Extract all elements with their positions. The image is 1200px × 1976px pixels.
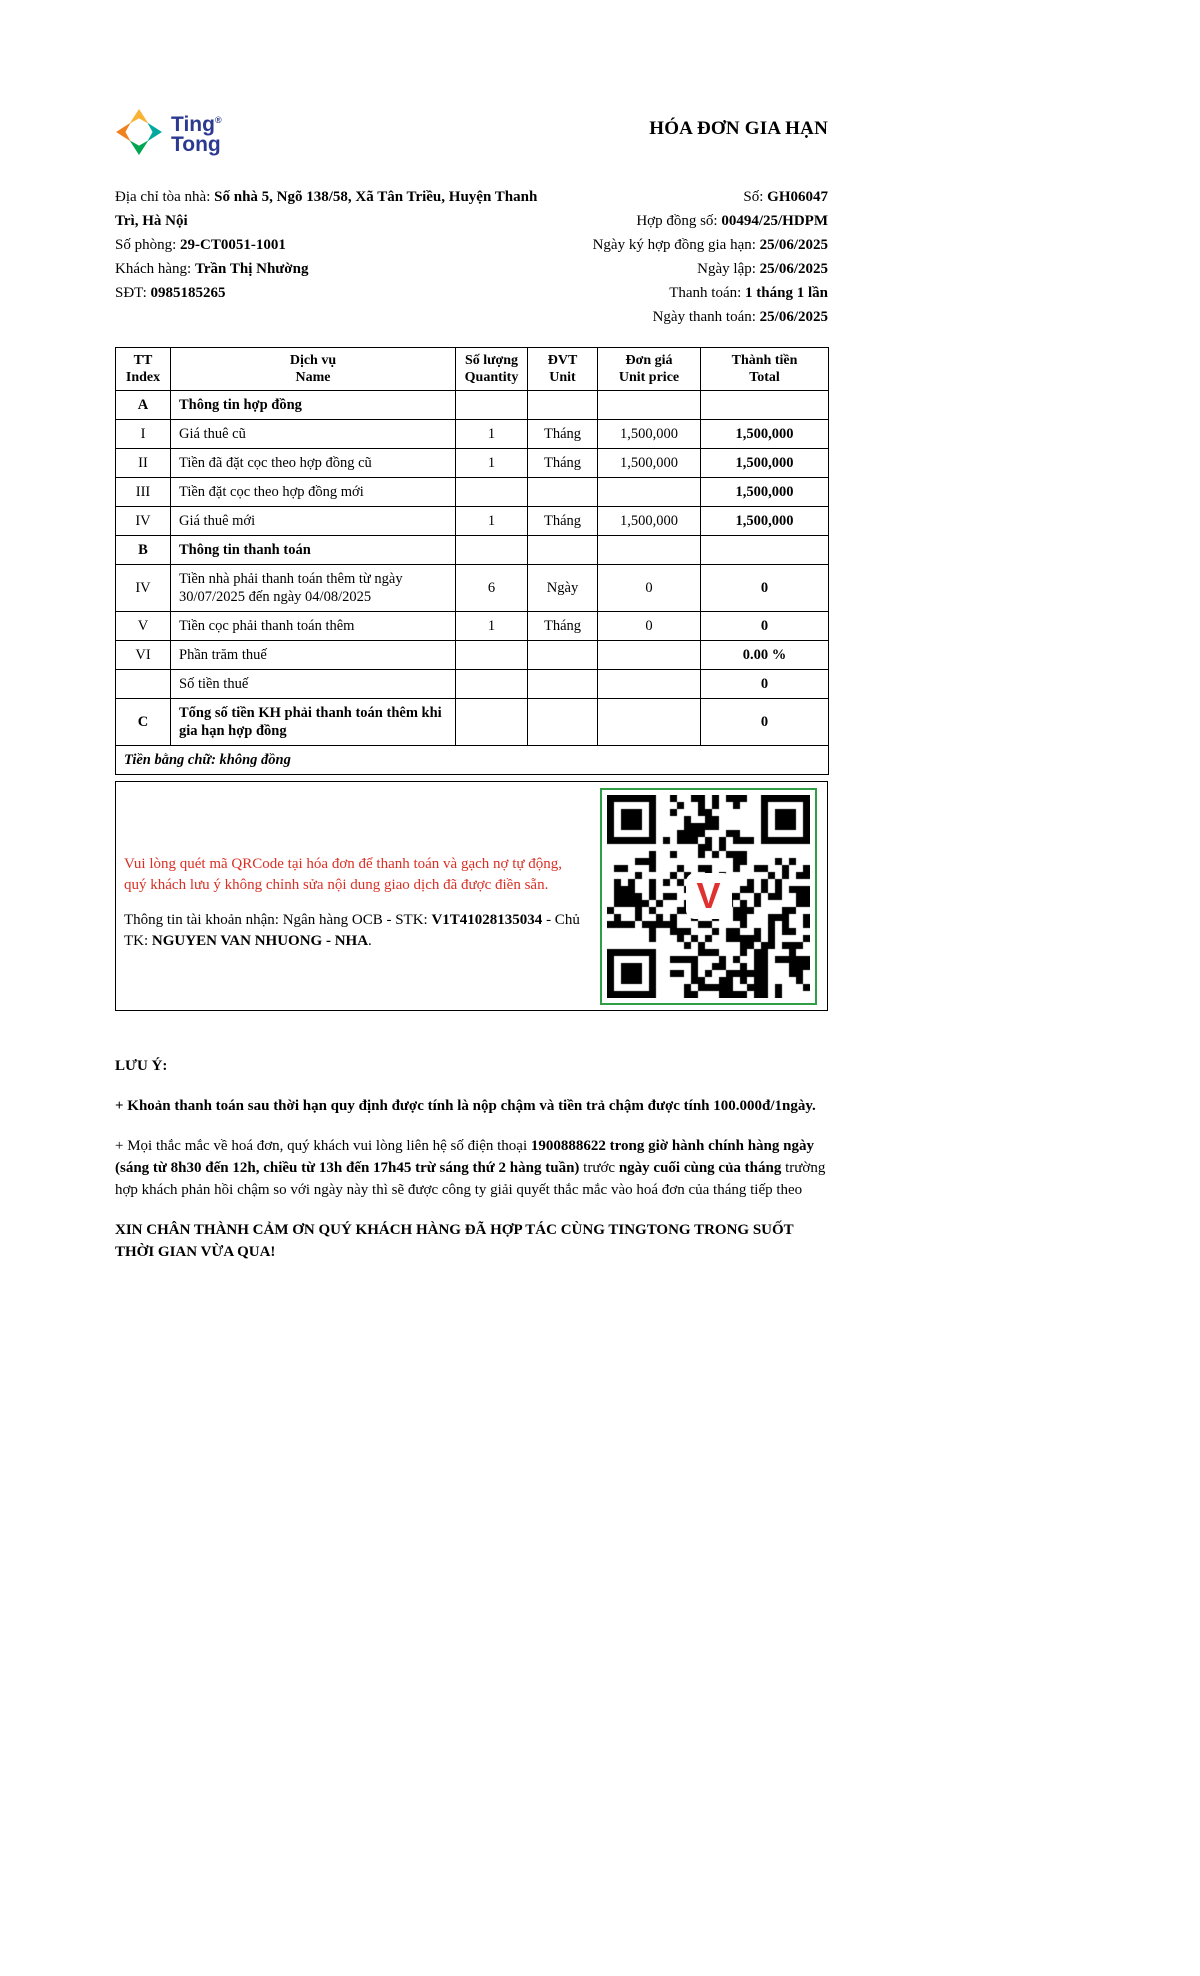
customer-name-value: Trần Thị Nhường <box>194 261 309 277</box>
contract-number-value: 00494/25/HDPM <box>721 213 828 229</box>
table-cell <box>456 670 528 699</box>
table-cell: 0 <box>701 612 829 641</box>
table-cell: Tháng <box>528 507 598 536</box>
table-row <box>116 536 829 565</box>
table-cell <box>528 641 598 670</box>
table-cell: VI <box>116 641 171 670</box>
logo-line2: Tong <box>171 132 221 156</box>
renewal-sign-date-value: 25/06/2025 <box>759 237 828 253</box>
customer-name-line <box>115 257 560 281</box>
table-cell: B <box>116 536 171 565</box>
table-cell <box>456 391 528 420</box>
payment-instructions <box>116 854 586 952</box>
table-cell: 1 <box>456 449 528 478</box>
table-header <box>116 348 829 391</box>
table-cell <box>598 641 701 670</box>
footer-notes <box>115 1055 828 1263</box>
payment-date-label: Ngày thanh toán: <box>652 309 760 325</box>
info-section <box>115 185 828 329</box>
late-payment-note: + Khoản thanh toán sau thời hạn quy định được tính là nộp chậm và tiền trả chậm được tính 100.000đ/1ngày. <box>115 1098 816 1114</box>
table-cell: Ngày <box>528 565 598 612</box>
table-cell: 1,500,000 <box>701 507 829 536</box>
table-cell: 0 <box>701 565 829 612</box>
table-body <box>116 391 829 746</box>
table-cell <box>598 670 701 699</box>
table-cell: Tiền nhà phải thanh toán thêm từ ngày 30/07/2025 đến ngày 04/08/2025 <box>171 565 456 612</box>
contract-number-line <box>560 209 828 233</box>
text-segment: trường hợp khách phản hồi chậm so với ngày này thì sẽ được công ty giải quyết thắc mắc vào hoá đơn của tháng tiếp theo <box>115 1160 826 1198</box>
table-cell: Tổng số tiền KH phải thanh toán thêm khi gia hạn hợp đồng <box>171 699 456 746</box>
table-row <box>116 449 829 478</box>
building-address-value: Số nhà 5, Ngõ 138/58, Xã Tân Triều, Huyện Thanh Trì, Hà Nội <box>115 189 538 229</box>
table-row <box>116 699 829 746</box>
table-cell: V <box>116 612 171 641</box>
table-cell <box>598 391 701 420</box>
table-cell <box>701 391 829 420</box>
invoice-table <box>115 347 829 775</box>
header-quantity: Số lượng Quantity <box>456 348 528 391</box>
building-address-label: Địa chỉ tòa nhà: <box>115 189 215 205</box>
table-cell: II <box>116 449 171 478</box>
table-cell: 1,500,000 <box>701 420 829 449</box>
table-cell: 0 <box>598 565 701 612</box>
table-cell <box>116 670 171 699</box>
table-cell: III <box>116 478 171 507</box>
table-cell: Tiền đã đặt cọc theo hợp đồng cũ <box>171 449 456 478</box>
table-cell: 6 <box>456 565 528 612</box>
header <box>115 108 828 161</box>
bank-account-suffix: . <box>368 933 372 949</box>
text-segment: ngày cuối cùng của tháng <box>618 1160 782 1176</box>
table-cell: Tháng <box>528 449 598 478</box>
qr-code <box>600 788 817 1005</box>
payment-cycle-line <box>560 281 828 305</box>
table-cell <box>528 391 598 420</box>
invoice-number-value: GH06047 <box>767 189 828 205</box>
table-cell: 0 <box>701 670 829 699</box>
table-row <box>116 612 829 641</box>
table-cell: 1,500,000 <box>598 420 701 449</box>
table-cell: A <box>116 391 171 420</box>
table-row <box>116 641 829 670</box>
table-cell <box>528 478 598 507</box>
invoice-number-label: Số: <box>743 189 768 205</box>
payment-cycle-label: Thanh toán: <box>669 285 746 301</box>
bank-account-holder: NGUYEN VAN NHUONG - NHA <box>151 933 369 949</box>
logo-wordmark <box>171 112 222 156</box>
invoice-page <box>115 0 828 1263</box>
table-cell <box>528 699 598 746</box>
qr-scan-note: Vui lòng quét mã QRCode tại hóa đơn để thanh toán và gạch nợ tự động, quý khách lưu ý không chỉnh sửa nội dung giao dịch đã được điền sẵn. <box>124 856 563 893</box>
table-cell: 1 <box>456 612 528 641</box>
table-row <box>116 670 829 699</box>
invoice-meta <box>560 185 828 329</box>
table-cell: IV <box>116 565 171 612</box>
table-cell <box>598 536 701 565</box>
header-total: Thành tiền Total <box>701 348 829 391</box>
table-cell <box>598 699 701 746</box>
tingtong-logo <box>115 108 222 161</box>
table-cell: Tiền đặt cọc theo hợp đồng mới <box>171 478 456 507</box>
document-title: HÓA ĐƠN GIA HẠN <box>649 118 828 139</box>
table-cell <box>456 536 528 565</box>
room-number-line <box>115 233 560 257</box>
table-cell: 0 <box>701 699 829 746</box>
table-row <box>116 478 829 507</box>
phone-value: 0985185265 <box>150 285 226 301</box>
table-cell: Số tiền thuế <box>171 670 456 699</box>
table-cell <box>456 478 528 507</box>
customer-info <box>115 185 560 329</box>
header-name: Dịch vụ Name <box>171 348 456 391</box>
table-cell: Tháng <box>528 420 598 449</box>
registered-mark: ® <box>214 114 222 125</box>
amount-in-words-row <box>116 746 829 775</box>
text-segment: 1900888622 trong giờ hành chính hàng ngày (sáng từ 8h30 đến 12h, chiều từ 13h đến 17h45 trừ sáng thứ 2 hàng tuần) <box>115 1138 814 1176</box>
table-cell: 1 <box>456 507 528 536</box>
issue-date-label: Ngày lập: <box>697 261 760 277</box>
phone-line <box>115 281 560 305</box>
payment-date-value: 25/06/2025 <box>759 309 828 325</box>
issue-date-value: 25/06/2025 <box>759 261 828 277</box>
table-cell <box>701 536 829 565</box>
table-cell: 1,500,000 <box>701 478 829 507</box>
contract-number-label: Hợp đồng số: <box>636 213 722 229</box>
invoice-number-line <box>560 185 828 209</box>
qr-code-area <box>600 788 817 1005</box>
notes-heading: LƯU Ý: <box>115 1058 168 1074</box>
phone-label: SĐT: <box>115 285 151 301</box>
table-row <box>116 507 829 536</box>
room-number-label: Số phòng: <box>115 237 181 253</box>
text-segment: trước <box>579 1160 619 1176</box>
issue-date-line <box>560 257 828 281</box>
table-cell: 1,500,000 <box>598 449 701 478</box>
table-cell <box>528 670 598 699</box>
table-cell: Giá thuê cũ <box>171 420 456 449</box>
table-cell: Thông tin hợp đồng <box>171 391 456 420</box>
renewal-sign-date-line <box>560 233 828 257</box>
bank-account-mid: - Chủ TK: <box>124 912 580 949</box>
table-cell: Tháng <box>528 612 598 641</box>
qr-logo-v-icon: V <box>686 873 732 919</box>
payment-cycle-value: 1 tháng 1 lần <box>745 285 828 301</box>
table-cell <box>598 478 701 507</box>
table-row <box>116 565 829 612</box>
amount-in-words: Tiền bằng chữ: không đồng <box>116 746 829 775</box>
table-row <box>116 391 829 420</box>
logo-line1: Ting <box>171 112 215 136</box>
table-cell <box>456 699 528 746</box>
bank-account-number: V1T41028135034 <box>431 912 543 928</box>
table-cell: 0 <box>598 612 701 641</box>
table-cell: 1,500,000 <box>598 507 701 536</box>
customer-name-label: Khách hàng: <box>115 261 195 277</box>
tingtong-pinwheel-icon <box>115 108 163 161</box>
payment-date-line <box>560 305 828 329</box>
table-row <box>116 420 829 449</box>
table-cell: Phần trăm thuế <box>171 641 456 670</box>
table-cell: 1 <box>456 420 528 449</box>
building-address-line <box>115 185 560 233</box>
room-number-value: 29-CT0051-1001 <box>180 237 286 253</box>
renewal-sign-date-label: Ngày ký hợp đồng gia hạn: <box>592 237 760 253</box>
table-cell <box>528 536 598 565</box>
table-cell <box>456 641 528 670</box>
table-cell: 1,500,000 <box>701 449 829 478</box>
text-segment: + Mọi thắc mắc về hoá đơn, quý khách vui lòng liên hệ số điện thoại <box>115 1138 531 1154</box>
table-cell: Tiền cọc phải thanh toán thêm <box>171 612 456 641</box>
thank-you-note: XIN CHÂN THÀNH CẢM ƠN QUÝ KHÁCH HÀNG ĐÃ HỢP TÁC CÙNG TINGTONG TRONG SUỐT THỜI GIAN VỪA QUA! <box>115 1222 794 1260</box>
table-cell: Thông tin thanh toán <box>171 536 456 565</box>
header-index: TT Index <box>116 348 171 391</box>
table-cell: IV <box>116 507 171 536</box>
hotline-note <box>115 1135 828 1201</box>
table-cell: Giá thuê mới <box>171 507 456 536</box>
bank-account-prefix: Thông tin tài khoản nhận: Ngân hàng OCB - STK: <box>124 912 432 928</box>
header-unit-price: Đơn giá Unit price <box>598 348 701 391</box>
table-cell: C <box>116 699 171 746</box>
bank-account-info <box>124 910 580 952</box>
table-cell: I <box>116 420 171 449</box>
payment-section <box>115 781 828 1011</box>
table-cell: 0.00 % <box>701 641 829 670</box>
header-unit: ĐVT Unit <box>528 348 598 391</box>
